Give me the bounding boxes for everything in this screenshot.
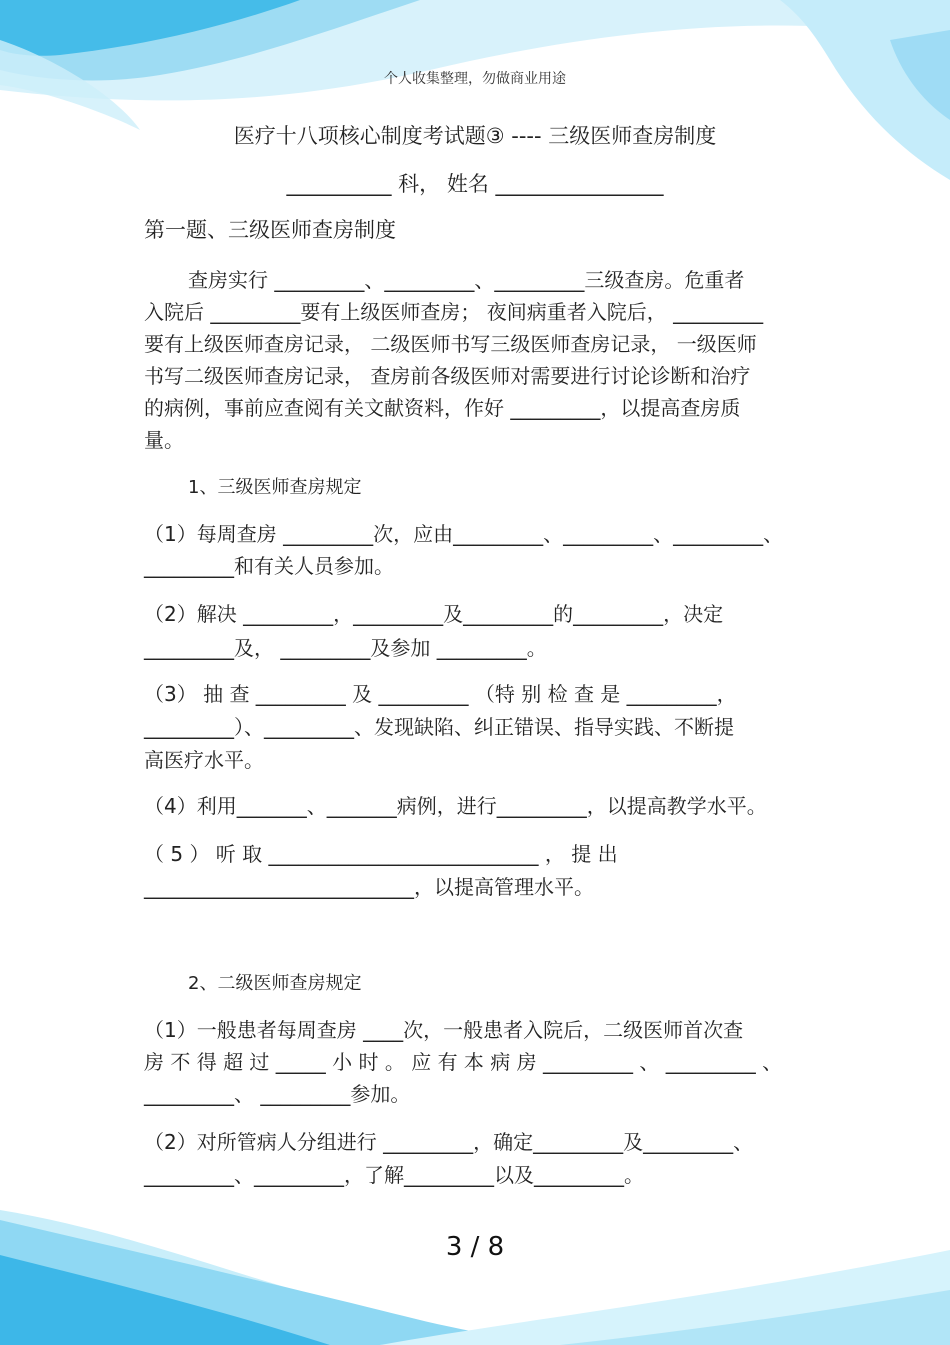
s1-item-3-line-3: 高医疗水平。 [144,748,264,772]
intro-line-4: 书写二级医师查房记录， 查房前各级医师对需要进行讨论诊断和治疗 [144,364,751,388]
s2-item-1-line-3: _________、 _________参加。 [144,1082,411,1106]
department-name-line: __________ 科， 姓名 ________________ [286,172,664,196]
intro-line-2: 入院后 _________要有上级医师查房； 夜间病重者入院后， _________ [144,300,764,324]
page-number: 3 / 8 [445,1232,505,1262]
s1-item-4-line-1: （4）利用_______、_______病例，进行_________，以提高教学水平。 [144,794,767,818]
s1-item-1-line-1: （1）每周查房 _________次，应由_________、_________、_________、 [144,522,784,546]
s1-item-3-line-2: _________）、_________、发现缺陷、纠正错误、指导实践、不断提 [144,715,734,739]
section-1-heading: 1、三级医师查房规定 [188,477,362,498]
s1-item-5-line-1: （ 5 ） 听 取 ___________________________ ， 提 出 [144,842,618,866]
s1-item-2-line-1: （2）解决 _________，_________及_________的_________，决定 [144,602,724,626]
s2-item-1-line-1: （1）一般患者每周查房 ____次，一般患者入院后，二级医师首次查 [144,1018,744,1042]
question-1-heading: 第一题、三级医师查房制度 [144,218,396,242]
section-2-heading: 2、二级医师查房规定 [188,973,362,994]
intro-line-3: 要有上级医师查房记录， 二级医师书写三级医师查房记录， 一级医师 [144,332,757,356]
s1-item-2-line-2: _________及， _________及参加 _________。 [144,636,547,660]
intro-line-6: 量。 [144,428,184,452]
exam-title: 医疗十八项核心制度考试题③ ---- 三级医师查房制度 [233,124,717,148]
s1-item-1-line-2: _________和有关人员参加。 [144,554,394,578]
intro-line-1: 查房实行 _________、_________、_________三级查房。危重者 [188,268,745,292]
watermark-text: 个人收集整理，勿做商业用途 [384,71,566,87]
s2-item-2-line-1: （2）对所管病人分组进行 _________，确定_________及_________、 [144,1130,754,1154]
s2-item-2-line-2: _________、_________，了解_________以及_________。 [144,1163,644,1187]
intro-line-5: 的病例，事前应查阅有关文献资料，作好 _________，以提高查房质 [144,396,741,420]
s1-item-3-line-1: （3） 抽 查 _________ 及 _________ （特 别 检 查 是 _________， [144,682,737,706]
s2-item-1-line-2: 房 不 得 超 过 _____ 小 时 。 应 有 本 病 房 _________ 、 _________ 、 [144,1050,783,1074]
s1-item-5-line-2: ___________________________，以提高管理水平。 [144,875,594,899]
